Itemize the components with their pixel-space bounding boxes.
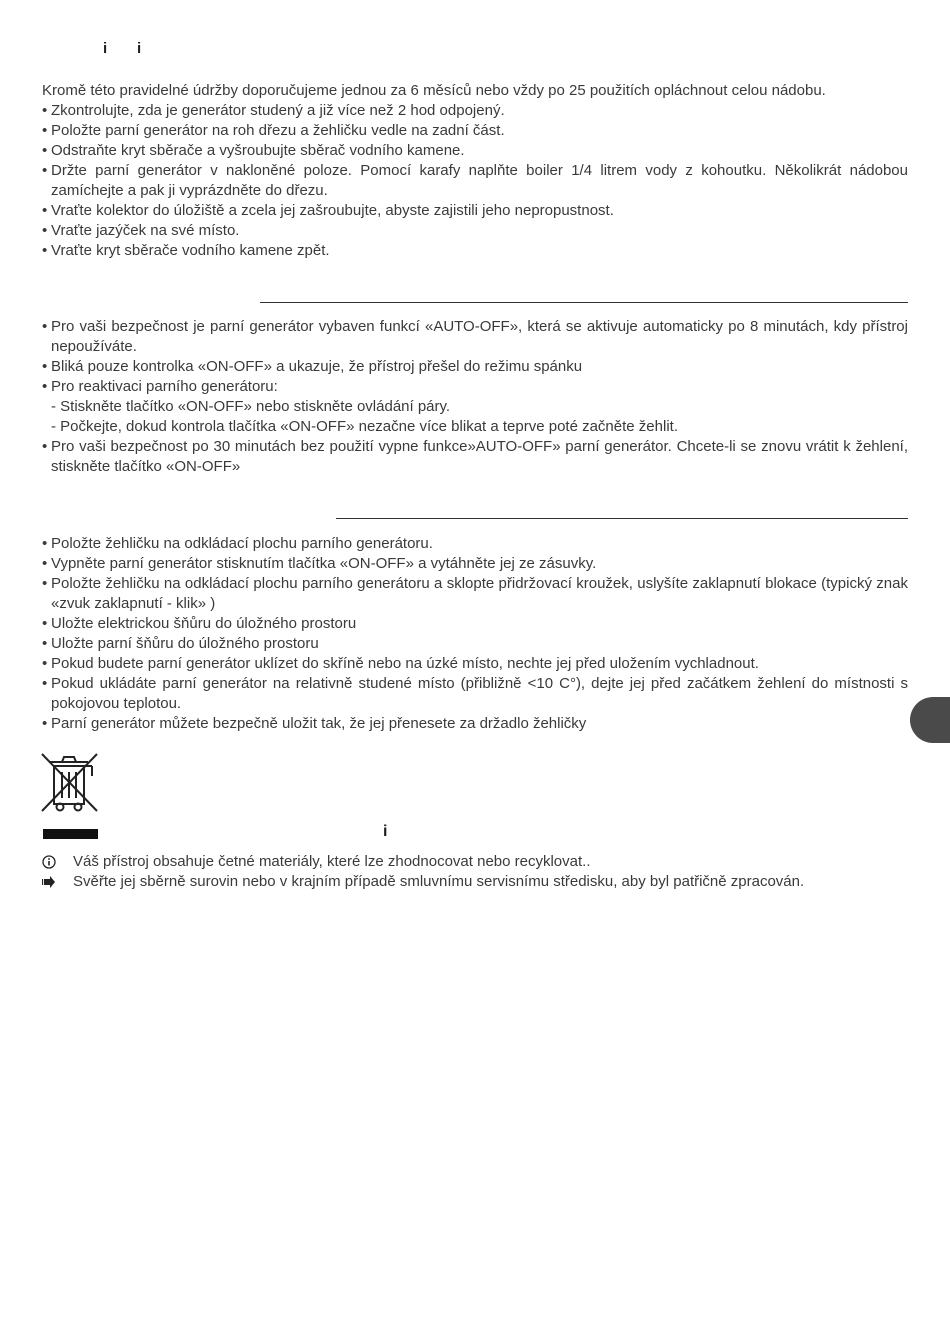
list-item: • Bliká pouze kontrolka «ON-OFF» a ukazuje, že přístroj přešel do režimu spánku (42, 357, 908, 377)
list-item: • Držte parní generátor v nakloněné poloze. Pomocí karafy naplňte boiler 1/4 litrem vody z kohoutku. Několikrát nádobou zamíchejte a pak ji vyprázdněte do dřezu. (42, 161, 908, 201)
list-item: • Položte parní generátor na roh dřezu a žehličku vedle na zadní část. (42, 121, 908, 141)
crossed-out-bin-icon (40, 752, 100, 814)
list-subitem: - Počkejte, dokud kontrola tlačítka «ON-OFF» nezačne více blikat a teprve poté začněte žehlit. (51, 418, 678, 435)
list-subitem: - Stiskněte tlačítko «ON-OFF» nebo stiskněte ovládání páry. (51, 398, 451, 415)
list-item: • Uložte parní šňůru do úložného prostoru (42, 634, 908, 654)
list-item: • Vraťte jazýček na své místo. (42, 221, 908, 241)
list-item: • Parní generátor můžete bezpečně uložit tak, že jej přenesete za držadlo žehličky (42, 714, 908, 734)
list-item: • Pro reaktivaci parního generátoru: (42, 377, 908, 397)
list-item: • Položte žehličku na odkládací plochu parního generátoru a sklopte přidržovací kroužek, uslyšíte zaklapnutí blokace (typický znak «zvuk zaklapnutí - klik» ) (42, 574, 908, 614)
list-item: • Pokud ukládáte parní generátor na relativně studené místo (přibližně <10 C°), dejte jej před začátkem žehlení do místnosti s pokojovou teplotou. (42, 674, 908, 714)
maintenance-list (42, 101, 908, 261)
heading-fragment: i (103, 40, 108, 57)
heading-fragment: i (383, 823, 388, 840)
list-item: • Odstraňte kryt sběrače a vyšroubujte sběrač vodního kamene. (42, 141, 908, 161)
info-circle-icon (38, 852, 60, 874)
list-item: • Pokud budete parní generátor uklízet do skříně nebo na úzké místo, nechte jej před uložením vychladnout. (42, 654, 908, 674)
section-divider (336, 518, 908, 519)
list-item: • Pro vaši bezpečnost je parní generátor vybaven funkcí «AUTO-OFF», která se aktivuje automaticky po 8 minutách, kdy přístroj nepoužíváte. (42, 317, 908, 357)
section-divider (260, 302, 908, 303)
list-item: • Vraťte kryt sběrače vodního kamene zpět. (42, 241, 908, 261)
list-item: • Položte žehličku na odkládací plochu parního generátoru. (42, 534, 908, 554)
auto-off-list (42, 317, 908, 477)
storage-list (42, 534, 908, 734)
arrow-right-icon (38, 872, 60, 894)
auto-off-section (42, 317, 908, 477)
page-tab (910, 697, 950, 743)
list-item: • Vraťte kolektor do úložiště a zcela jej zašroubujte, abyste zajistili jeho nepropustnost. (42, 201, 908, 221)
black-bar (43, 829, 98, 839)
maintenance-intro: Kromě této pravidelné údržby doporučujeme jednou za 6 měsíců nebo vždy po 25 použitích opláchnout celou nádobu. (42, 82, 826, 99)
heading-fragment: i (137, 40, 142, 57)
list-item: • Vypněte parní generátor stisknutím tlačítka «ON-OFF» a vytáhněte jej ze zásuvky. (42, 554, 908, 574)
maintenance-section (42, 81, 908, 261)
list-item: • Pro vaši bezpečnost po 30 minutách bez použití vypne funkce»AUTO-OFF» parní generátor. Chcete-li se znovu vrátit k žehlení, stiskněte tlačítko «ON-OFF» (42, 437, 908, 477)
list-item: • Uložte elektrickou šňůru do úložného prostoru (42, 614, 908, 634)
storage-section (42, 534, 908, 734)
environment-text: Váš přístroj obsahuje četné materiály, které lze zhodnocovat nebo recyklovat.. (73, 853, 591, 870)
environment-text: Svěřte jej sběrně surovin nebo v krajním případě smluvnímu servisnímu středisku, aby byl patřičně zpracován. (73, 873, 805, 890)
list-item: • Zkontrolujte, zda je generátor studený a již více než 2 hod odpojený. (42, 101, 908, 121)
